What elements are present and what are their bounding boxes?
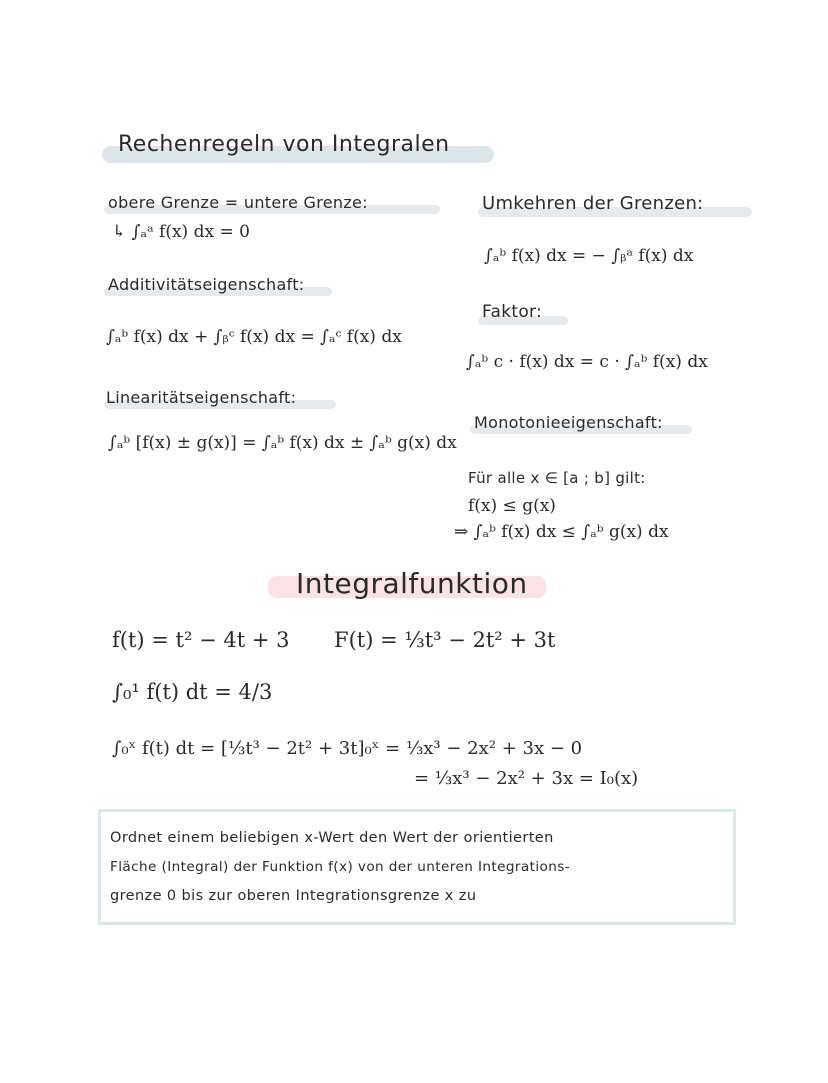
function-f: f(t) = t² − 4t + 3	[112, 628, 290, 652]
equal-bounds-formula: ↳ ∫ₐᵃ f(x) dx = 0	[112, 222, 250, 242]
function-F: F(t) = ⅓t³ − 2t² + 3t	[334, 628, 556, 652]
additivity-heading: Additivitätseigenschaft:	[108, 275, 305, 294]
linearity-formula: ∫ₐᵇ [f(x) ± g(x)] = ∫ₐᵇ f(x) dx ± ∫ₐᵇ g(x) dx	[108, 433, 457, 453]
additivity-formula: ∫ₐᵇ f(x) dx + ∫ᵦᶜ f(x) dx = ∫ₐᶜ f(x) dx	[106, 327, 402, 347]
definite-integral: ∫₀¹ f(t) dt = 4/3	[112, 680, 273, 704]
note-line1: Ordnet einem beliebigen x-Wert den Wert der orientierten	[110, 830, 554, 846]
monotonicity-line3: ⇒ ∫ₐᵇ f(x) dx ≤ ∫ₐᵇ g(x) dx	[454, 522, 669, 542]
note-line2: Fläche (Integral) der Funktion f(x) von der unteren Integrations-	[110, 859, 571, 875]
factor-formula: ∫ₐᵇ c · f(x) dx = c · ∫ₐᵇ f(x) dx	[466, 352, 708, 372]
integral-line1: ∫₀ˣ f(t) dt = [⅓t³ − 2t² + 3t]₀ˣ = ⅓x³ − 2x² + 3x − 0	[112, 738, 583, 759]
reverse-bounds-heading: Umkehren der Grenzen:	[482, 193, 704, 214]
monotonicity-line2: f(x) ≤ g(x)	[468, 496, 556, 516]
equal-bounds-heading: obere Grenze = untere Grenze:	[108, 193, 368, 212]
linearity-heading: Linearitätseigenschaft:	[106, 388, 297, 407]
integral-function-heading: Integralfunktion	[296, 567, 528, 600]
reverse-bounds-formula: ∫ₐᵇ f(x) dx = − ∫ᵦᵃ f(x) dx	[484, 246, 694, 266]
note-line3: grenze 0 bis zur oberen Integrationsgrenze x zu	[110, 888, 477, 904]
page-title: Rechenregeln von Integralen	[118, 132, 450, 157]
factor-heading: Faktor:	[482, 302, 543, 322]
monotonicity-heading: Monotonieeigenschaft:	[474, 413, 663, 432]
integral-line2: = ⅓x³ − 2x² + 3x = I₀(x)	[414, 768, 639, 789]
monotonicity-line1: Für alle x ∈ [a ; b] gilt:	[468, 469, 646, 487]
